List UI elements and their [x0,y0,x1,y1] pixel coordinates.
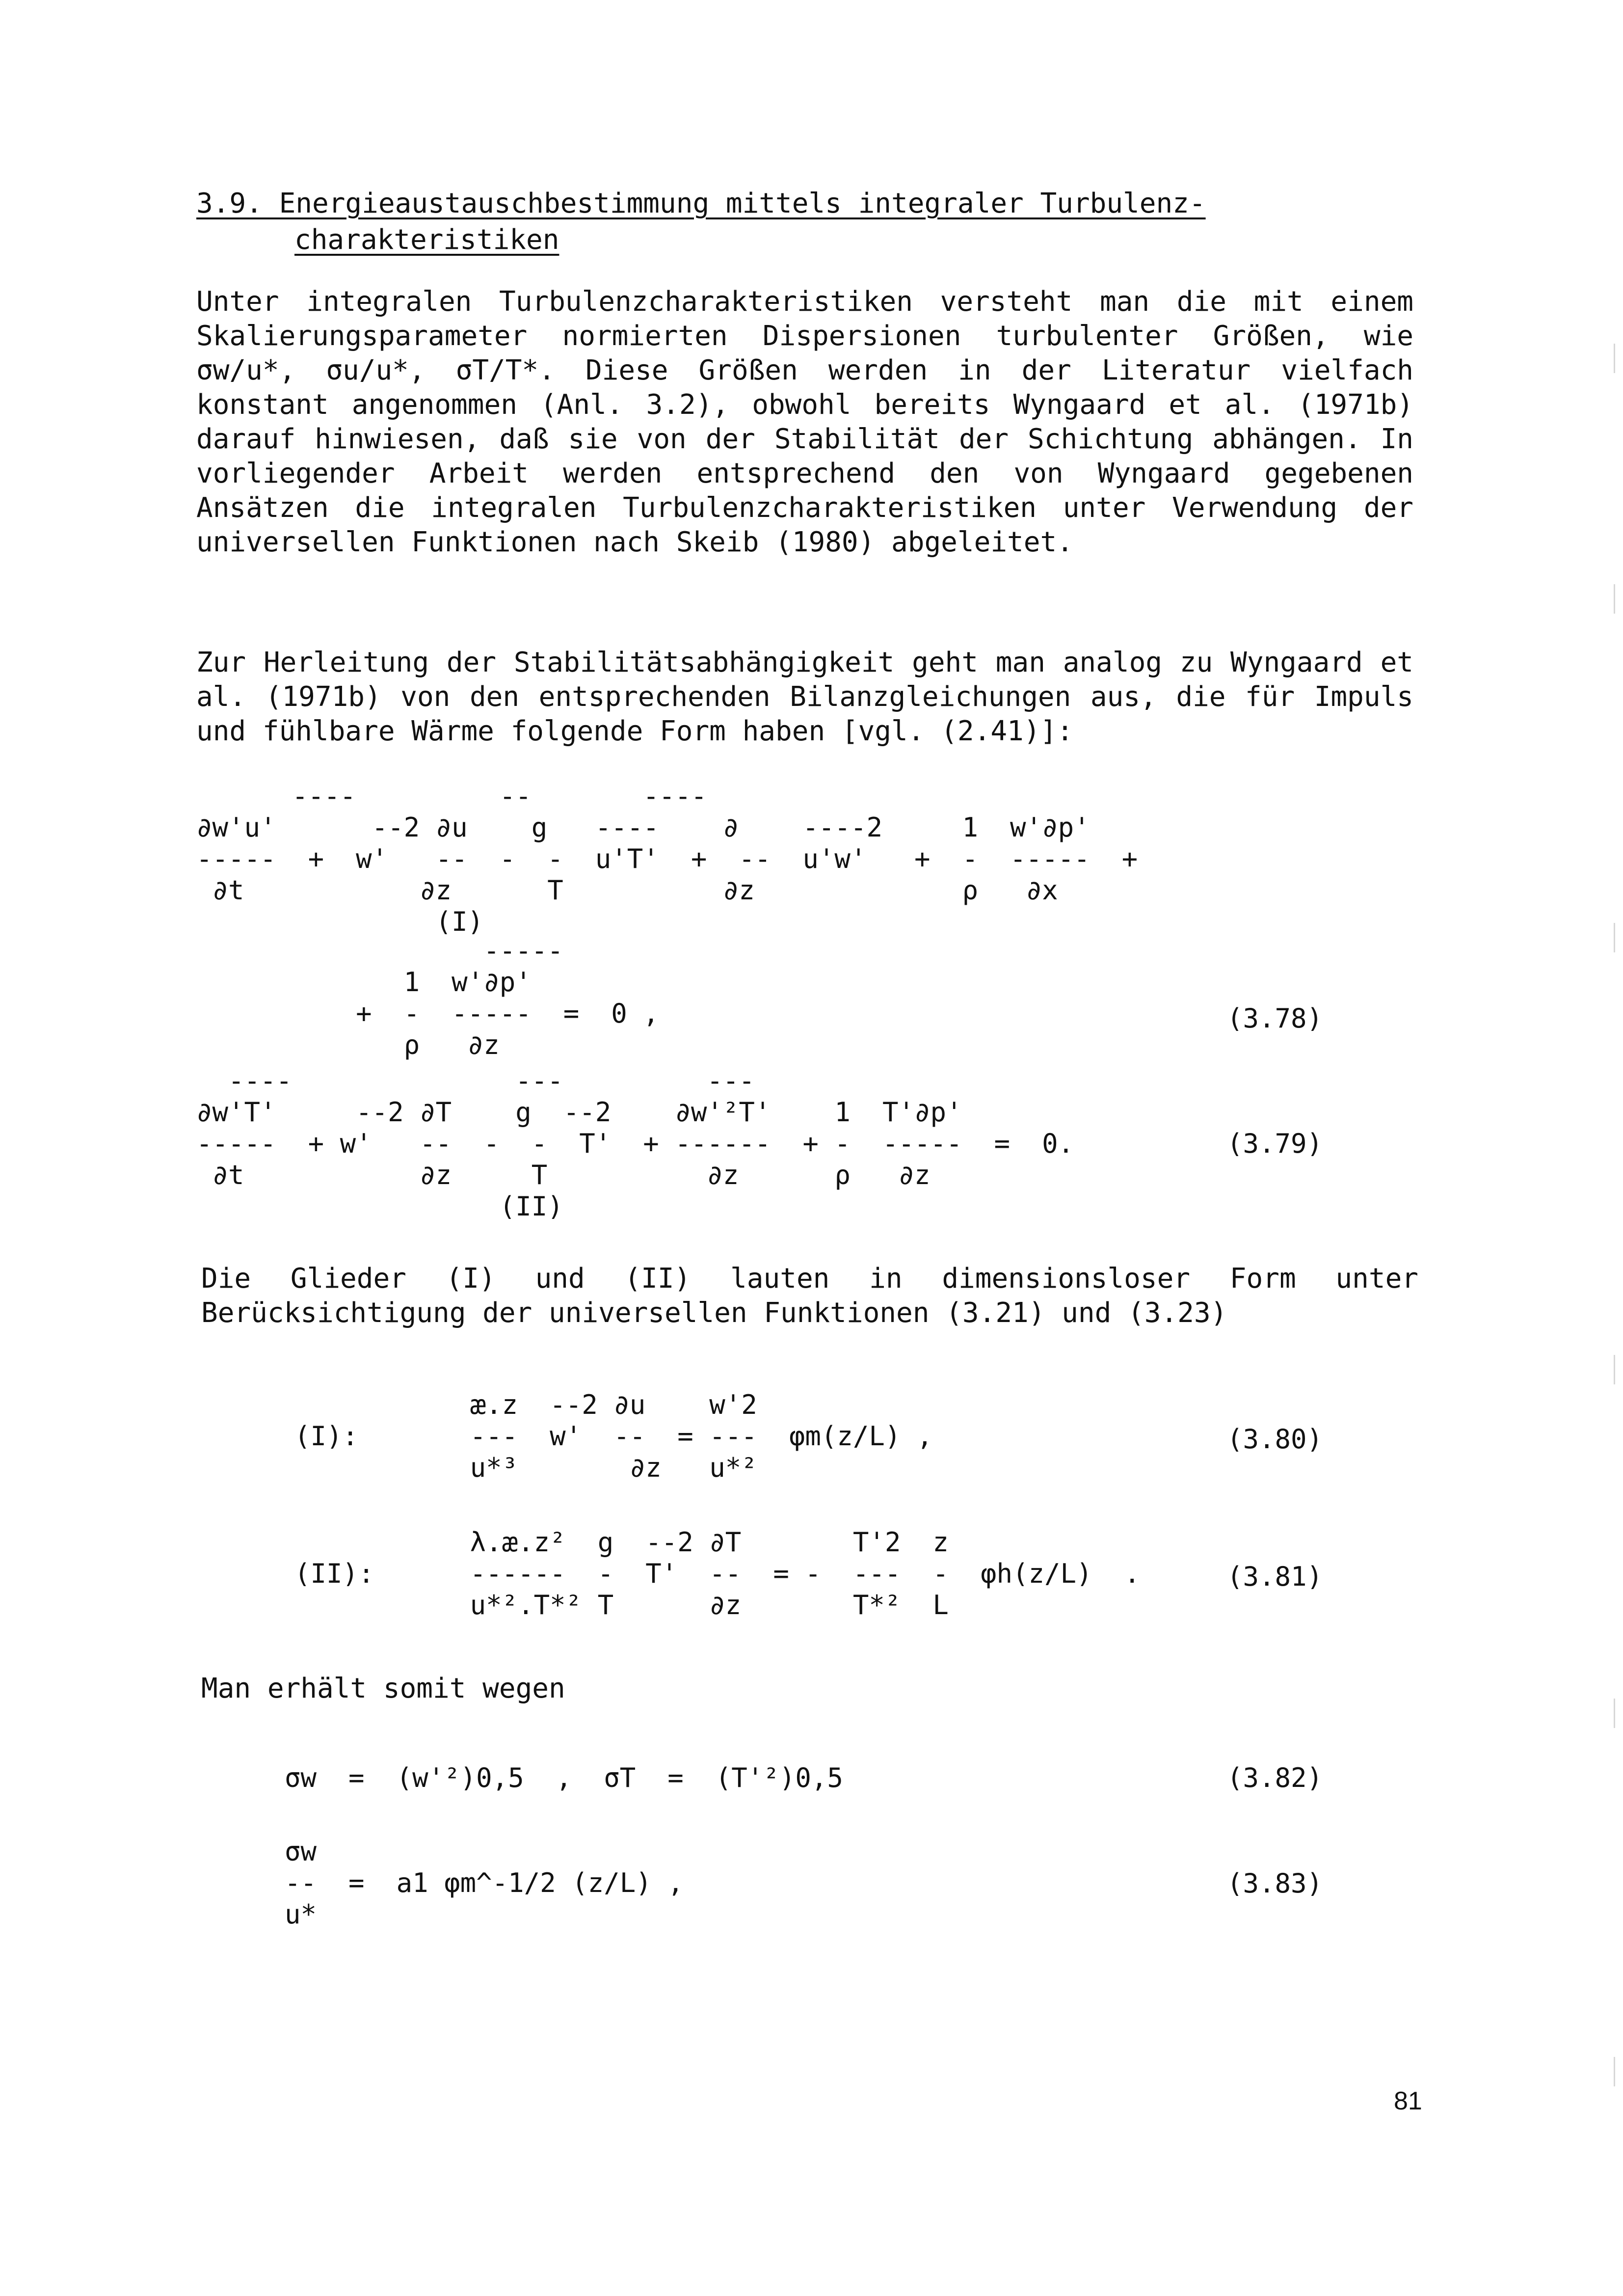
equation-number-3-78: (3.78) [1227,1003,1323,1034]
paragraph-result: Man erhält somit wegen [201,1673,565,1704]
scan-edge-mark [1614,584,1615,614]
paragraph-derivation: Zur Herleitung der Stabilitätsabhängigkeit geht man analog zu Wyngaard et al. (1971b) von den entsprechenden Bilanzgleichungen aus, die für Impuls und fühlbare Wärme folgende Form haben [vgl. (2.41)]: [196,647,1413,747]
equation-3-78-part2: ----- 1 w'∂p' + - ----- = 0 , ρ ∂z [356,935,659,1060]
equation-number-3-79: (3.79) [1227,1128,1323,1159]
equation-3-81: λ.æ.z² g --2 ∂T T'2 z (II): ------ - T' -- = - --- - φh(z/L) . u*².T*² T ∂z T*² L [294,1527,1141,1621]
equation-3-79: ---- --- --- ∂w'T' --2 ∂T g --2 ∂w'²T' 1 T'∂p' ----- + w' -- - - T' + ------ + - ----- = 0. ∂t ∂z T ∂z ρ ∂z (II) [196,1065,1074,1222]
equation-number-3-80: (3.80) [1227,1424,1323,1455]
scan-edge-mark [1614,2057,1615,2086]
equation-number-3-81: (3.81) [1227,1561,1323,1592]
equation-3-83: σw -- = a1 φm^-1/2 (z/L) , u* [285,1836,684,1930]
scan-edge-mark [1614,1699,1615,1728]
paragraph-dimensionless: Die Glieder (I) und (II) lauten in dimensionsloser Form unter Berücksichtigung der universellen Funktionen (3.21) und (3.23) [201,1263,1418,1329]
scan-edge-mark [1614,344,1615,373]
scan-edge-mark [1614,1355,1615,1384]
equation-3-80: æ.z --2 ∂u w'2 (I): --- w' -- = --- φm(z/L) , u*³ ∂z u*² [294,1389,933,1483]
equation-3-82: σw = (w'²)0,5 , σT = (T'²)0,5 [285,1762,843,1793]
section-heading [196,186,1433,258]
heading-line-2: charakteristiken [294,224,559,256]
scan-edge-mark [1614,923,1615,952]
paragraph-integral-characteristics: Unter integralen Turbulenzcharakteristiken versteht man die mit einem Skalierungsparameter normierten Dispersionen turbulenter Größen, wie σw/u*, σu/u*, σT/T*. Diese Größen werden in der Literatur vielfach konstant angenommen (Anl. 3.2), obwohl bereits Wyngaard et al. (1971b) darauf hinwiesen, daß sie von der Stabilität der Schichtung abhängen. In vorliegender Arbeit werden entsprechend den von Wyngaard gegebenen Ansätzen die integralen Turbulenzcharakteristiken unter Verwendung der universellen Funktionen nach Skeib (1980) abgeleitet. [196,286,1413,558]
equation-number-3-83: (3.83) [1227,1868,1323,1899]
equation-3-78-part1: ---- -- ---- ∂w'u' --2 ∂u g ---- ∂ ----2 1 w'∂p' ----- + w' -- - - u'T' + -- u'w' + - ----- + ∂t ∂z T ∂z ρ ∂x (I) [196,781,1138,937]
page-number: 81 [1394,2087,1422,2115]
equation-number-3-82: (3.82) [1227,1762,1323,1793]
heading-line-1: 3.9. Energieaustauschbestimmung mittels integraler Turbulenz- [196,188,1206,219]
